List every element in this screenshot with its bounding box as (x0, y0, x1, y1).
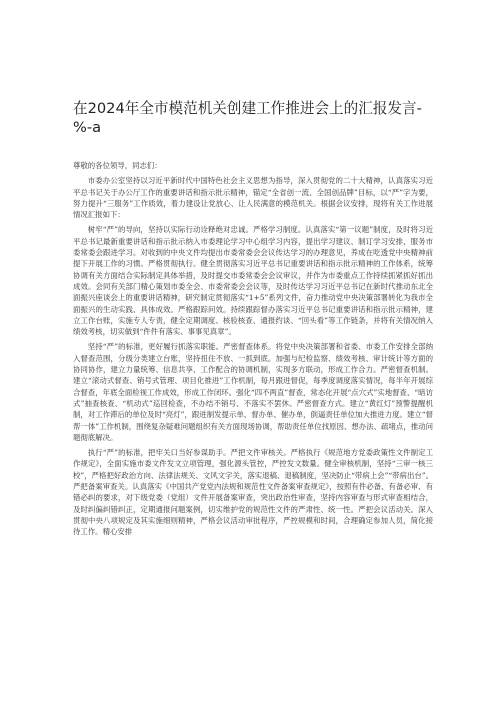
paragraph-intro: 市委办公室坚持以习近平新时代中国特色社会主义思想为指导，深入贯彻党的二十大精神，认真落实习近平总书记关于办公厅工作的重要讲话和指示批示精神，锚定“全省创一流、全国创品牌”目标，以“严”字为要，努力提升“三服务”工作质效，着力建设让党放心、让人民满意的模范机关。根据会议安排，现将有关工作进展情况汇报如下： (73, 176, 433, 220)
paragraph-implementation: 坚持“严”的标准，更好履行抓落实职能。严密督查体系。将党中央决策部署和省委、市委工作安排全部纳入督查范围，分级分类建立台账，坚持扭住不放、一抓到底。加强与纪检监察、绩效考核、审计统计等方面的协同协作，建立力量统筹、信息共享、工作配合的协调机制，实现多方联动，形成工作合力。严密督查机制。建立“滚动式督查、销号式管理、项目化推进”工作机制，每月跟进督促，每季度调度落实情况，每半年开展综合督查，年底全面检视工作成效，形成工作闭环。强化“四不两直”督查，常态化开展“点穴式”实地督查、“暗访式”抽查核查、“机动式”巡回检查，不办结不销号、不落实不罢休。严密督查方式。建立“黄红灯”预警提醒机制，对工作滞后的单位及时“亮灯”，跟进制发提示单、督办单、催办单，倒逼责任单位加大推进力度。建立“督帮一体”工作机制，围绕复杂疑难问题组织有关方面现场协调，帮助责任单位找原因、想办法、疏堵点，推动问题彻底解决。 (73, 342, 433, 442)
salutation: 尊敬的各位领导，同志们： (73, 161, 162, 170)
document-title: 在2024年全市模范机关创建工作推进会上的汇报发言-%-a (73, 100, 422, 136)
paragraph-loyalty: 树牢“严”的导向，坚持以实际行动诠释绝对忠诚。严格学习制度。认真落实“第一议题”制度，及时将习近平总书记最新重要讲话和指示批示纳入市委理论学习中心组学习内容，提出学习建议、制订学习安排，服务市委常委会跟进学习。对收到的中央文件均提出市委常委会会议传达学习的办理意见，养成在吃透党中央精神前提下开展工作的习惯。严格贯彻执行。健全贯彻落实习近平总书记重要讲话和指示批示精神的工作体系，统筹协调有关方面结合实际制定具体举措，及时提交市委常委会会议审议，并作为市委重点工作持续抓紧抓好抓出成效。会同有关部门精心策划市委全会、市委常委会会议等，及时传达学习习近平总书记在新时代推动东北全面振兴座谈会上的重要讲话精神，研究制定贯彻落实“1+5”系列文件，奋力推动党中央决策部署转化为我市全面振兴的生动实践、具体成效。严格跟踪问效。持续跟踪督办落实习近平总书记重要讲话和指示批示精神，建立工作台账，实施专人专责，健全定期调度、核验核查、通报约谈、“回头看”等工作链条，并将有关情况纳入绩效考核，切实做到“件件有落实、事事见真章”。 (73, 225, 433, 337)
paragraph-gatekeeping: 执行“严”的标准，把牢关口当好参谋助手。严把文件审核关。严格执行《规范地方党委政策性文件制定工作规定》，全面实施市委文件发文立项管理，强化源头管控，严控发文数量。健全审核机制，坚持“三审一核三校”，严格把好政治方向、法律法规关、文风文字关，落实退稿、退稿制度，坚决防止“带病上会”“带病出台”。严把备案审查关。认真落实《中国共产党党内法规和规范性文件备案审查规定》，按照有件必备、有备必审、有错必纠的要求，对下级党委（党组）文件开展备案审查，突出政治性审查，坚持内容审查与形式审查相结合，及时纠偏纠错纠正，定期通报问题案例，切实维护党的规范性文件的严肃性、统一性。严把会议活动关。深入贯彻中央八项规定及其实施细则精神，严格会议活动审批程序，严控规模和时间，合理确定参加人员，简化接待工作。精心安排 (73, 448, 433, 537)
document-body (73, 160, 433, 542)
